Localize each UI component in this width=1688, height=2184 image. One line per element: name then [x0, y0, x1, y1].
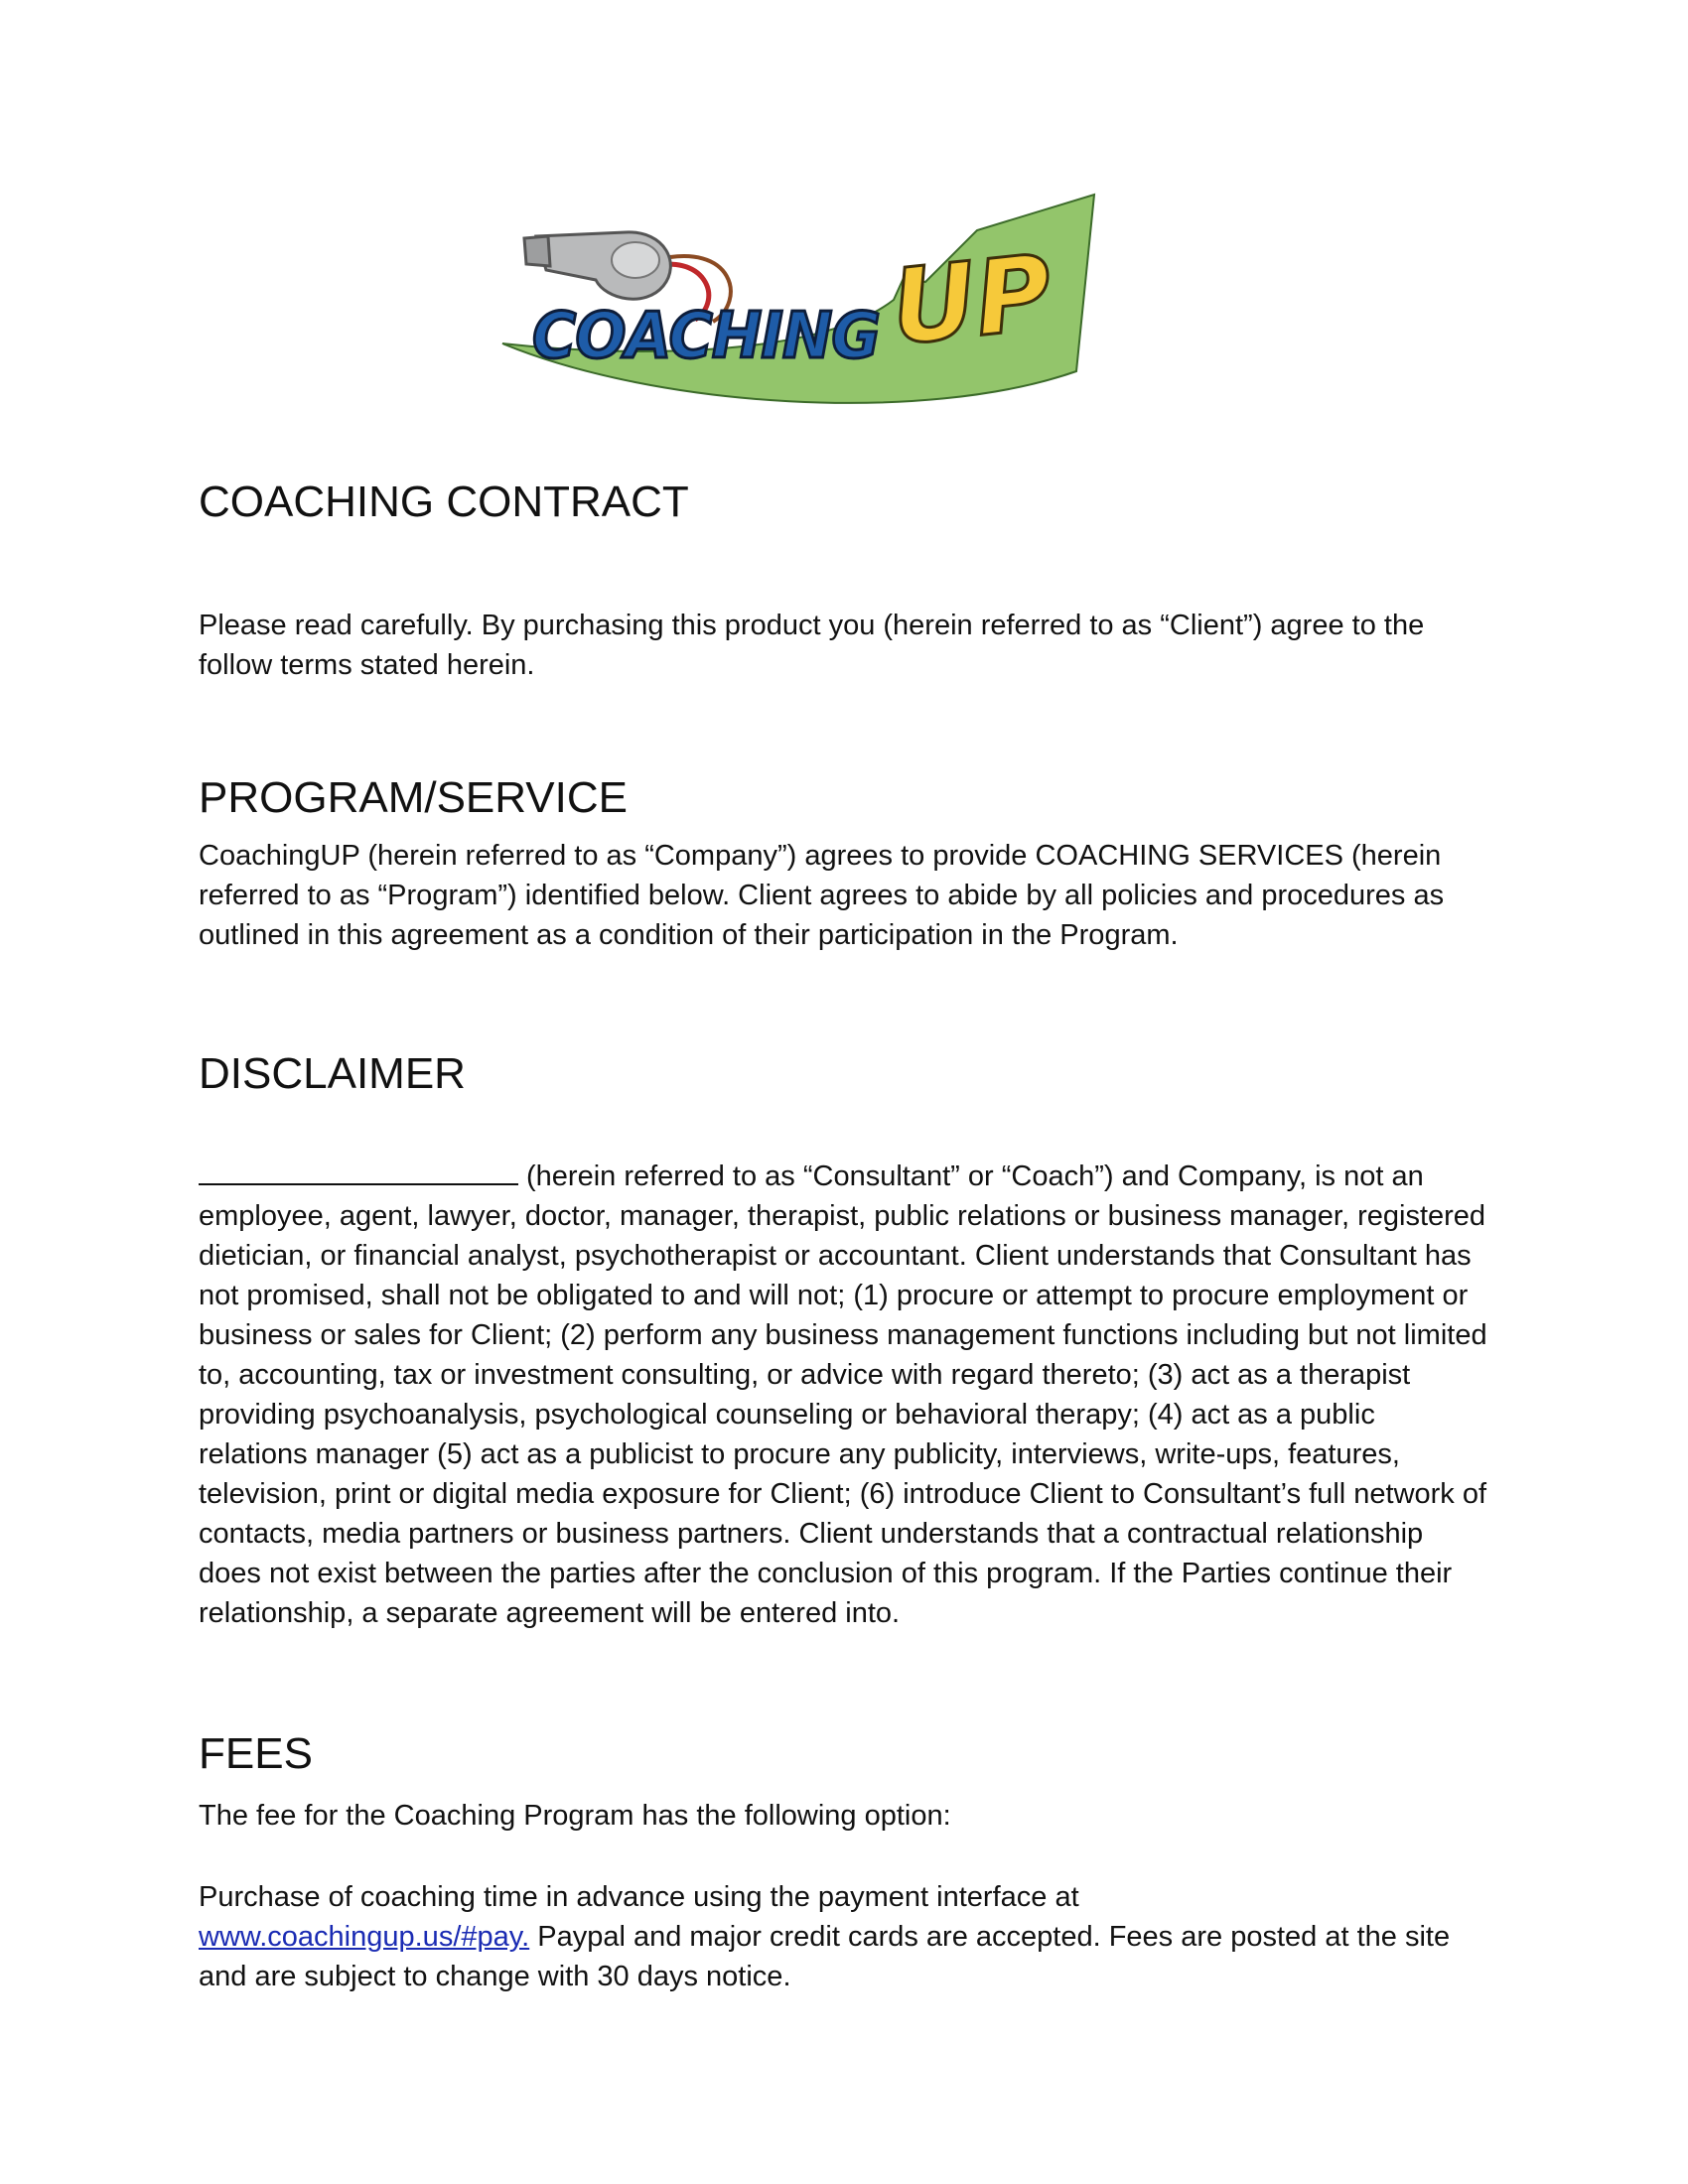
fees-purchase-suffix: Paypal and major credit cards are accepted. Fees are posted at the site and are subject to change with 30 days notice. [199, 1921, 1451, 1992]
fees-option-line: The fee for the Coaching Program has the following option: [199, 1800, 951, 1832]
coachingup-logo [496, 191, 1112, 411]
section-heading-program: PROGRAM/SERVICE [199, 773, 628, 822]
payment-link[interactable]: www.coachingup.us/#pay. [199, 1921, 530, 1953]
contract-content [199, 473, 1489, 1996]
page-title: COACHING CONTRACT [199, 478, 689, 526]
consultant-name-blank [199, 1156, 518, 1185]
program-paragraph: CoachingUP (herein referred to as “Company”) agrees to provide COACHING SERVICES (herein referred to as “Program”) identified below. Client agrees to abide by all policies and procedures as outlined in this agreement as a condition of their participation in the Program. [199, 840, 1445, 951]
intro-paragraph: Please read carefully. By purchasing this product you (herein referred to as “Client”) agree to the follow terms stated herein. [199, 610, 1425, 681]
section-heading-disclaimer: DISCLAIMER [199, 1049, 466, 1098]
disclaimer-text: (herein referred to as “Consultant” or “Coach”) and Company, is not an employee, agent, lawyer, doctor, manager, therapist, public relations or business manager, registered dietician, or financial analyst, psychotherapist or accountant. Client understands that Consultant has not promised, shall not be obligated to and will not; (1) procure or attempt to procure employment or business or sales for Client; (2) perform any business management functions including but not limited to, accounting, tax or investment consulting, or advice with regard thereto; (3) act as a therapist providing psychoanalysis, psychological counseling or behavioral therapy; (4) act as a public relations manager (5) act as a publicist to procure any publicity, interviews, write-ups, features, television, print or digital media exposure for Client; (6) introduce Client to Consultant’s full network of contacts, media partners or business partners. Client understands that a contractual relationship does not exist between the parties after the conclusion of this program. If the Parties continue their relationship, a separate agreement will be entered into. [199, 1160, 1487, 1629]
fees-purchase-paragraph [199, 1877, 1489, 1996]
disclaimer-paragraph [199, 1156, 1489, 1633]
logo-text-up: UP [886, 231, 1057, 369]
logo-text-coaching: COACHING [532, 300, 880, 373]
section-heading-fees: FEES [199, 1729, 313, 1778]
fees-purchase-prefix: Purchase of coaching time in advance using the payment interface at [199, 1881, 1079, 1913]
whistle-icon [524, 232, 670, 299]
